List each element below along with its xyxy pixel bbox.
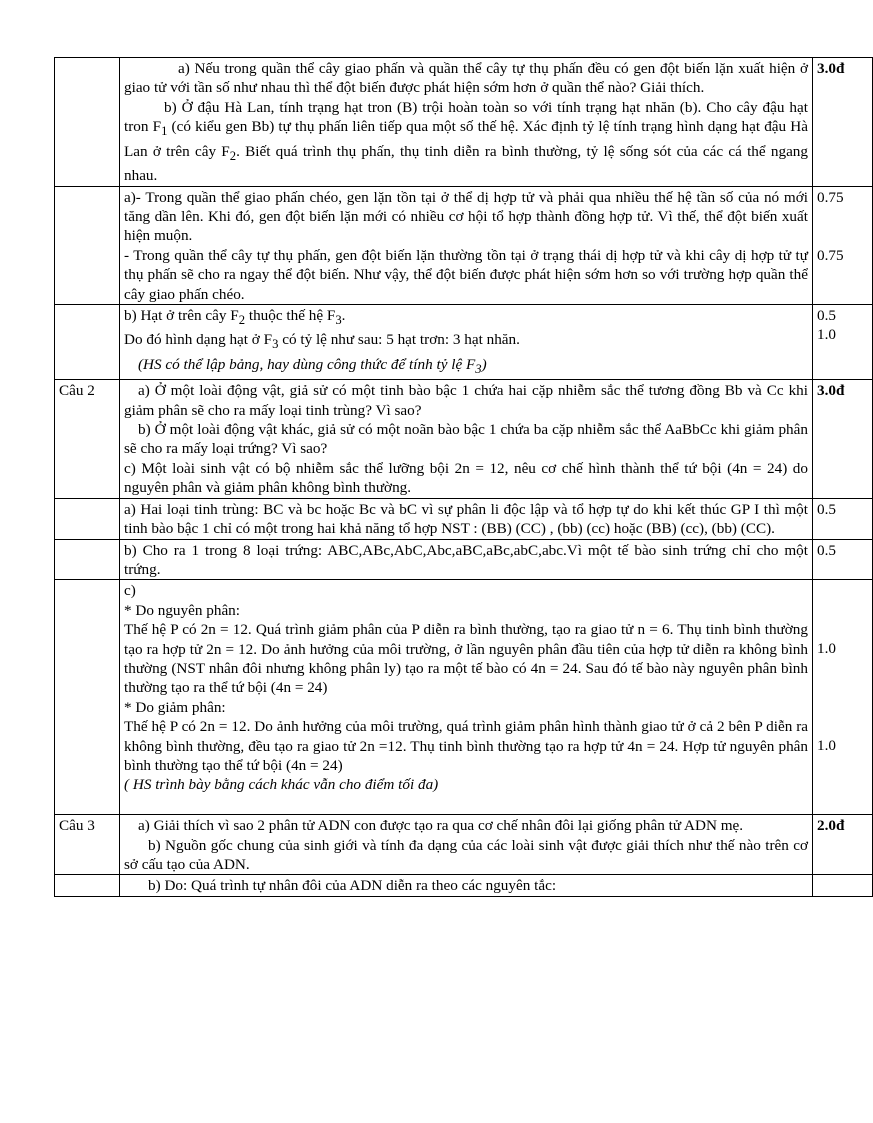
q3-part-a: a) Giải thích vì sao 2 phân tử ADN con được tạo ra qua cơ chế nhân đôi lại giống phân tử ADN mẹ. (138, 817, 744, 835)
empty-cell (55, 186, 120, 304)
q1-question-row (55, 58, 873, 187)
q2-answer-b-row (55, 539, 873, 580)
q1-answer-b-line-1: b) Hạt ở trên cây $F_2$ thuộc thế hệ $F_3$. (124, 306, 346, 327)
q1-label-cell (55, 58, 120, 187)
q2-answer-c-gp: Thế hệ P có 2n = 12. Do ảnh hưởng của môi trường, quá trình giảm phân hình thành giao tử ở cả 2 bên P diễn ra không bình thường, đều tạo ra giao tử 2n =12. Thụ tinh bình thường tạo ra hợp tử 4n = 24. Hợp tử nguyên phân bình thường tạo thể tứ bội (4n = 24) (124, 718, 808, 774)
q1-part-a: a) Nếu trong quần thể cây giao phấn và quần thể cây tự thụ phấn đều có gen đột biến lặn xuất hiện ở giao tử với tần số như nhau thì thể đột biến được phát hiện sớm hơn ở quần thể nào? Giải thích. (124, 60, 808, 97)
q1-answer-a-scores: 0.75 0.75 (813, 186, 873, 304)
q1-answer-b (120, 304, 813, 379)
q3-answer-b: b) Do: Quá trình tự nhân đôi của ADN diễn ra theo các nguyên tắc: (120, 875, 813, 896)
q2-answer-c-note: ( HS trình bày bằng cách khác vẫn cho điểm tối đa) (124, 776, 439, 794)
q1-question-text (120, 58, 813, 187)
q1-answer-a-row (55, 186, 873, 304)
q1-answer-a-para-2: - Trong quần thể cây tự thụ phấn, gen đột biến lặn thường tồn tại ở trạng thái dị hợp tử và khi cây dị hợp tử tự thụ phấn sẽ cho ra ngay thể đột biến. Như vậy, thể đột biến được phát hiện sớm hơn so với trường hợp quần thể cây giao phấn chéo. (124, 246, 808, 303)
q2-score: 3.0đ (813, 380, 873, 498)
q1-answer-b-scores: 0.5 1.0 (813, 304, 873, 379)
q2-question-text (120, 380, 813, 498)
q1-part-b: b) Ở đậu Hà Lan, tính trạng hạt tron (B) trội hoàn toàn so với tính trạng hạt nhăn (b). Cho cây đậu hạt tron $F_1$ (có kiểu gen Bb) tự thụ phấn liên tiếp qua một số thế hệ. Xác định tỷ lệ tính trạng hình dạng hạt đậu Hà Lan ở trên cây $F_2$. Biết quá trình thụ phấn, thụ tinh diễn ra bình thường, tỷ lệ sống sót của các cá thể ngang nhau. (124, 98, 808, 185)
q3-label: Câu 3 (55, 815, 120, 875)
q2-question-row (55, 380, 873, 498)
q2-answer-c: c) * Do nguyên phân: Thế hệ P có 2n = 12. Quá trình giảm phân của P diễn ra bình thường, tạo ra giao tử n = 6. Thụ tinh bình thường tạo ra hợp tử 2n = 12. Do ảnh hưởng của môi trường, ở lần nguyên phân đầu tiên của hợp tử diễn ra không bình thường (NST nhân đôi nhưng không phân ly) tạo ra một tế bào có 4n = 24. Sau đó tế bào này nguyên phân bình thường tạo ra thể tứ bội (4n = 24) * Do giảm phân: Thế hệ P có 2n = 12. Do ảnh hưởng của môi trường, quá trình giảm phân hình thành giao tử ở cả 2 bên P diễn ra không bình thường, đều tạo ra giao tử 2n =12. Thụ tinh bình thường tạo ra hợp tử 4n = 24. Hợp tử nguyên phân bình thường tạo thể tứ bội (4n = 24) ( HS trình bày bằng cách khác vẫn cho điểm tối đa) (120, 580, 813, 815)
q2-answer-a-score: 0.5 (813, 498, 873, 539)
q1-answer-b-line-2: Do đó hình dạng hạt ở $F_3$ có tỷ lệ như sau: 5 hạt trơn: 3 hạt nhăn. (124, 331, 520, 352)
q2-answer-c-np: Thế hệ P có 2n = 12. Quá trình giảm phân của P diễn ra bình thường, tạo ra giao tử n = 6. Thụ tinh bình thường tạo ra hợp tử 2n = 12. Do ảnh hưởng của môi trường, ở lần nguyên phân đầu tiên của hợp tử diễn ra không bình thường (NST nhân đôi nhưng không phân ly) tạo ra một tế bào có 4n = 24. Sau đó tế bào này nguyên phân bình thường tạo ra thể tứ bội (4n = 24) (124, 621, 808, 697)
empty-cell (813, 875, 873, 896)
q3-answer-b-row (55, 875, 873, 896)
q1-answer-b-row (55, 304, 873, 379)
q1-score: 3.0đ (813, 58, 873, 187)
q2-label: Câu 2 (55, 380, 120, 498)
empty-cell (55, 304, 120, 379)
q2-answer-a: a) Hai loại tinh trùng: BC và bc hoặc Bc và bC vì sự phân li độc lập và tổ hợp tự do khi kết thúc GP I thì một tinh bào bậc 1 chỉ có một trong hai khả năng tổ hợp NST : (BB) (CC) , (bb) (cc) hoặc (BB) (cc), (bb) (CC). (120, 498, 813, 539)
q2-answer-b: b) Cho ra 1 trong 8 loại trứng: ABC,ABc,AbC,Abc,aBC,aBc,abC,abc.Vì một tế bào sinh trứng chỉ cho một trứng. (120, 539, 813, 580)
q3-part-b: b) Nguồn gốc chung của sinh giới và tính đa dạng của các loài sinh vật được giải thích như thế nào trên cơ sở cấu tạo của ADN. (124, 836, 808, 873)
empty-cell (55, 875, 120, 896)
q1-answer-b-note: (HS có thể lập bảng, hay dùng công thức để tính tỷ lệ $F_3$) (138, 355, 487, 376)
empty-cell (55, 539, 120, 580)
q2-part-a: a) Ở một loài động vật, giả sử có một tinh bào bậc 1 chứa hai cặp nhiễm sắc thể tương đồng Bb và Cc khi giảm phân sẽ cho ra mấy loại tinh trùng? Vì sao? (124, 382, 808, 419)
empty-cell (55, 498, 120, 539)
empty-cell (55, 580, 120, 815)
q2-part-b: b) Ở một loài động vật khác, giả sử có một noãn bào bậc 1 chứa ba cặp nhiễm sắc thể AaBbCc khi giảm phân sẽ cho ra mấy loại trứng? Vì sao? (124, 421, 808, 458)
q2-answer-c-scores: 1.0 1.0 (813, 580, 873, 815)
q2-answer-c-gp-heading: * Do giảm phân: (124, 698, 226, 716)
q3-question-row (55, 815, 873, 875)
q2-part-c: c) Một loài sinh vật có bộ nhiễm sắc thể lưỡng bội 2n = 12, nêu cơ chế hình thành thể tứ bội (4n = 24) do nguyên phân và giảm phân không bình thường. (124, 459, 808, 497)
q2-answer-a-row (55, 498, 873, 539)
q1-answer-a-para-1: a)- Trong quần thể giao phấn chéo, gen lặn tồn tại ở thể dị hợp tử và phải qua nhiều thế hệ tần số của nó mới tăng dần lên. Khi đó, gen đột biến lặn mới có nhiều cơ hội tổ hợp thành đồng hợp tử. Vì thế, thể đột biến xuất hiện muộn. (124, 188, 808, 245)
q1-answer-a (120, 186, 813, 304)
q2-answer-c-np-heading: * Do nguyên phân: (124, 601, 240, 619)
q3-score: 2.0đ (813, 815, 873, 875)
q2-answer-c-row (55, 580, 873, 815)
q2-answer-b-score: 0.5 (813, 539, 873, 580)
answer-table (54, 57, 873, 897)
q3-question-text (120, 815, 813, 875)
